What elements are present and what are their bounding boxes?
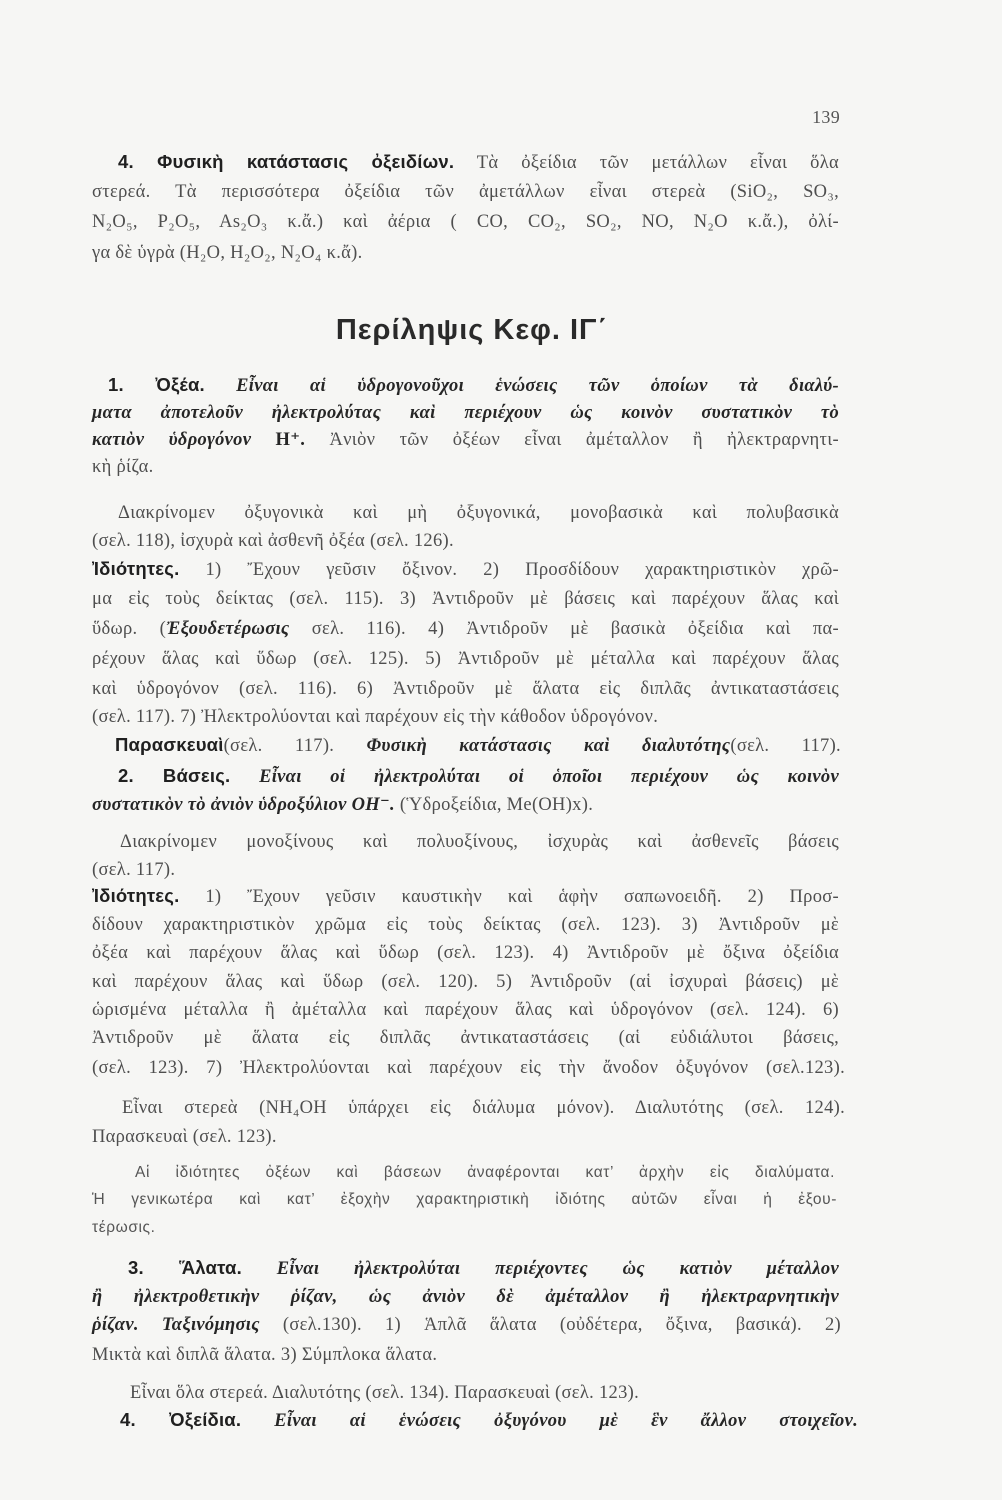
oxides-definition-line	[120, 1407, 858, 1433]
salts-definition: ῥίζαν. Ταξινόμησις	[92, 1315, 260, 1335]
acids-properties-text: ὕδωρ. (	[92, 619, 167, 639]
bases-properties-line: ὀξέα καὶ παρέχουν ἅλας καὶ ὕδωρ (σελ. 123). 4) Ἀντιδροῦν μὲ ὄξινα ὀξείδια	[92, 943, 839, 963]
oxides-state-line: N₂O₅, P₂O₅, As₂O₃ κ.ἄ.) καὶ ἀέρια ( CO, CO₂, SO₂, NO, N₂O κ.ἄ.), ὀλί-	[92, 212, 839, 232]
note-line: Ἡ γενικωτέρα καὶ κατ’ ἐξοχὴν χαρακτηριστικὴ ἰδιότης αὐτῶν εἶναι ἡ ἐξου-	[92, 1191, 837, 1208]
bases-classification-line: Διακρίνομεν μονοξίνους καὶ πολυοξίνους, ἰσχυρὰς καὶ ἀσθενεῖς βάσεις	[120, 832, 839, 852]
oxides-state-line: γα δὲ ὑγρὰ (H₂O, H₂O₂, N₂O₄ κ.ἄ).	[92, 243, 363, 263]
salts-definition-line	[128, 1255, 839, 1281]
acids-label: 1. Ὀξέα.	[108, 374, 205, 395]
page-number: 139	[812, 107, 840, 127]
salts-classification-text: (σελ.130). 1) Ἁπλᾶ ἅλατα (οὐδέτερα, ὄξινα, βασικά). 2)	[282, 1315, 841, 1335]
acids-properties-line	[92, 616, 839, 642]
acids-preparation-ref: (σελ. 117).	[223, 736, 335, 756]
acids-state-ref: (σελ. 117).	[730, 736, 841, 756]
acids-properties-line	[92, 556, 839, 582]
bases-definition-line	[118, 763, 839, 789]
bases-definition: συστατικὸν τὸ ἀνιὸν ὑδροξύλιον OH⁻.	[92, 795, 395, 815]
hydroxides-note: (Ὑδροξείδια, Me(OH)x).	[399, 795, 594, 815]
acids-properties-label: Ἰδιότητες.	[92, 558, 180, 579]
salts-classification-line	[92, 1312, 841, 1338]
bases-properties-line: δίδουν χαρακτηριστικὸν χρῶμα εἰς τοὺς δείκτας (σελ. 123). 3) Ἀντιδροῦν μὲ	[92, 915, 839, 935]
acids-preparation-line	[115, 732, 841, 758]
acids-definition-line	[92, 400, 839, 426]
salts-definition: ἢ ἠλεκτροθετικὴν ῥίζαν, ὡς ἀνιὸν δὲ ἀμέταλλον ἢ ἠλεκτραρνητικὴν	[92, 1287, 839, 1307]
salts-label: 3. Ἅλατα.	[128, 1257, 242, 1278]
acids-definition: ματα ἀποτελοῦν ἠλεκτρολύτας καὶ περιέχουν ὡς κοινὸν συστατικὸν τὸ	[92, 403, 839, 423]
bases-properties-line: (σελ. 123). 7) Ἠλεκτρολύονται καὶ παρέχουν εἰς τὴν ἄνοδον ὀξυγόνον (σελ.123).	[92, 1058, 845, 1078]
summary-heading: Περίληψις Κεφ. ΙΓ΄	[335, 314, 609, 346]
bases-properties-text: 1) Ἔχουν γεῦσιν καυστικὴν καὶ ἁφὴν σαπωνοειδῆ. 2) Προσ-	[205, 887, 839, 907]
acids-anion-text: Ἀνιὸν τῶν ὀξέων εἶναι ἀμέταλλον ἢ ἠλεκτραρνητι-	[329, 430, 839, 450]
bases-properties-label: Ἰδιότητες.	[92, 885, 180, 906]
salts-definition-line	[92, 1284, 839, 1310]
note-line: τέρωσις.	[92, 1219, 156, 1236]
acids-state-label: Φυσικὴ κατάστασις καὶ διαλυτότης	[366, 736, 731, 756]
neutralization-term: Ἐξουδετέρωσις	[166, 619, 290, 639]
oxides-state-label: 4. Φυσικὴ κατάστασις ὀξειδίων.	[118, 151, 455, 172]
note-line: Αἱ ἰδιότητες ὀξέων καὶ βάσεων ἀναφέρονται κατ’ ἀρχὴν εἰς διαλύματα.	[135, 1164, 835, 1181]
acids-properties-text: σελ. 116). 4) Ἀντιδροῦν μὲ βασικὰ ὀξείδια καὶ πα-	[311, 619, 839, 639]
salts-definition: Εἶναι ἠλεκτρολύται περιέχοντες ὡς κατιὸν μέταλλον	[276, 1259, 839, 1279]
acids-classification-line: (σελ. 118), ἰσχυρὰ καὶ ἀσθενῆ ὀξέα (σελ. 126).	[92, 531, 454, 551]
acids-definition: κατιὸν ὑδρογόνον	[92, 430, 252, 450]
salts-state-line: Εἶναι ὅλα στερεά. Διαλυτότης (σελ. 134). Παρασκευαὶ (σελ. 123).	[130, 1383, 640, 1403]
bases-properties-line	[92, 883, 839, 909]
bases-preparation-line: Παρασκευαὶ (σελ. 123).	[92, 1127, 277, 1147]
bases-classification-line: (σελ. 117).	[92, 860, 176, 880]
acids-definition-line	[108, 372, 839, 398]
bases-properties-line: ὡρισμένα μέταλλα ἢ ἀμέταλλα καὶ παρέχουν ἅλας καὶ ὑδρογόνον (σελ. 124). 6)	[92, 1000, 839, 1020]
acids-preparation-label: Παρασκευαὶ	[115, 734, 224, 755]
oxides-state-line: στερεά. Τὰ περισσότερα ὀξείδια τῶν ἀμετάλλων εἶναι στερεὰ (SiO₂, SO₃,	[92, 182, 839, 202]
acids-anion-text-end: κὴ ῥίζα.	[92, 457, 154, 477]
bases-definition-line	[92, 792, 839, 818]
acids-properties-text: 1) Ἔχουν γεῦσιν ὄξινον. 2) Προσδίδουν χαρακτηριστικὸν χρῶ-	[205, 560, 840, 580]
bases-definition: Εἶναι οἱ ἠλεκτρολύται οἱ ὁποῖοι περιέχουν ὡς κοινὸν	[259, 767, 839, 787]
oxides-label: 4. Ὀξείδια.	[120, 1409, 242, 1430]
acids-properties-line: μα εἰς τοὺς δείκτας (σελ. 115). 3) Ἀντιδροῦν μὲ βάσεις καὶ παρέχουν ἅλας καὶ	[92, 589, 839, 609]
acids-definition: Εἶναι αἱ ὑδρογονοῦχοι ἑνώσεις τῶν ὁποίων τὰ διαλύ-	[236, 376, 839, 396]
acids-properties-line: (σελ. 117). 7) Ἠλεκτρολύονται καὶ παρέχουν εἰς τὴν κάθοδον ὑδρογόνον.	[92, 707, 659, 727]
hydrogen-cation-formula: H⁺.	[275, 430, 306, 450]
bases-properties-line: Ἀντιδροῦν μὲ ἅλατα εἰς διπλᾶς ἀντικαταστάσεις (αἱ εὐδιάλυτοι βάσεις,	[92, 1028, 839, 1048]
bases-label: 2. Βάσεις.	[118, 765, 231, 786]
bases-properties-line: καὶ παρέχουν ἅλας καὶ ὕδωρ (σελ. 120). 5) Ἀντιδροῦν (αἱ ἰσχυραὶ βάσεις) μὲ	[92, 972, 839, 992]
oxides-state-text: Τὰ ὀξείδια τῶν μετάλλων εἶναι ὅλα	[476, 153, 839, 173]
acids-properties-line: καὶ ὑδρογόνον (σελ. 116). 6) Ἀντιδροῦν μὲ ἅλατα εἰς διπλᾶς ἀντικαταστάσεις	[92, 679, 839, 699]
acids-definition-line	[92, 427, 839, 453]
salts-classification-line: Μικτὰ καὶ διπλᾶ ἅλατα. 3) Σύμπλοκα ἅλατα.	[92, 1345, 438, 1365]
acids-properties-line: ρέχουν ἅλας καὶ ὕδωρ (σελ. 125). 5) Ἀντιδροῦν μὲ μέταλλα καὶ παρέχουν ἅλας	[92, 649, 839, 669]
bases-state-line: Εἶναι στερεὰ (NH₄OH ὑπάρχει εἰς διάλυμα μόνον). Διαλυτότης (σελ. 124).	[122, 1098, 845, 1118]
oxides-definition: Εἶναι αἱ ἑνώσεις ὀξυγόνου μὲ ἓν ἄλλον στοιχεῖον.	[274, 1411, 859, 1431]
acids-classification-line: Διακρίνομεν ὀξυγονικὰ καὶ μὴ ὀξυγονικά, μονοβασικὰ καὶ πολυβασικὰ	[118, 503, 839, 523]
oxides-state-line	[118, 149, 839, 175]
